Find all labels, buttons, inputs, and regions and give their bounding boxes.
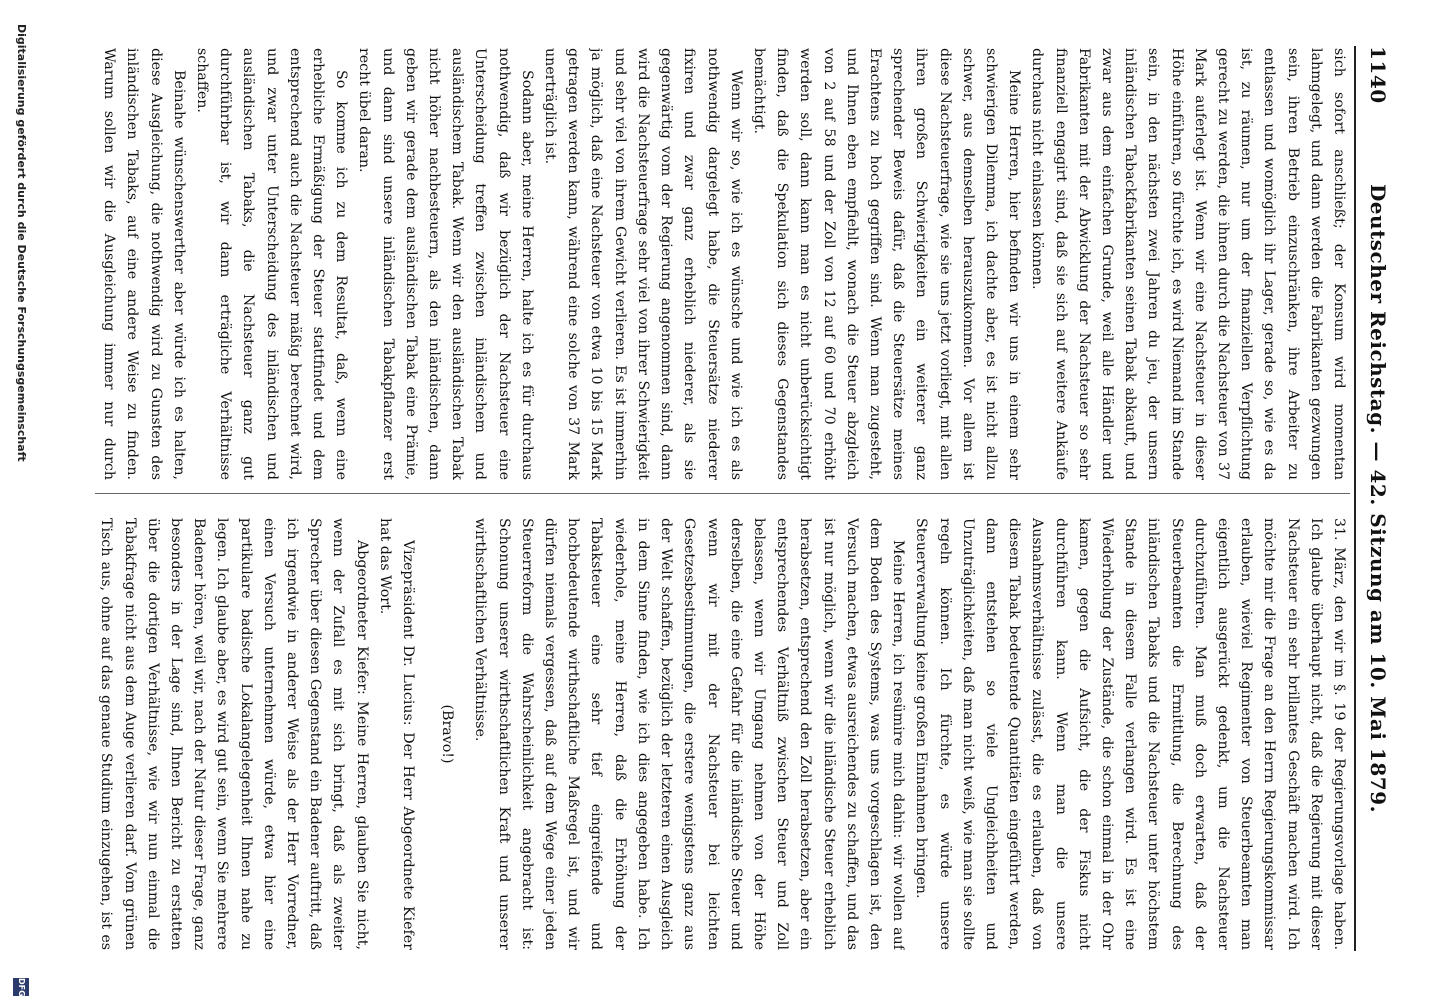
header-rule	[1354, 46, 1356, 951]
paragraph: Beinahe wünschenswerther aber würde ich es halten, diese Ausgleichung, die nothwendig wird zu Gunsten des inländischen Tabaks, auf eine andere Weise zu finden. Warum sollen wir die Ausgleichung immer nur durch	[101, 48, 187, 480]
paragraph: Meine Herren, hier befinden wir uns in einem sehr schwierigen Dilemma, ich dachte aber, es ist nicht allzu schwer, aus demselben herauszukommen. Vor allem ist diese Nachsteuerfrage, wie sie uns jetzt vorliegt, mit allen ihren großen Schwierigkeiten ein weiterer ganz sprechender Beweis dafür, daß die Steuersätze meines Erachtens zu hoch gegriffen sind. Wenn man zugesteht, und Ihnen eben empfiehlt, wonach die Steuer abzgleich von 2 auf 58 und der Zoll von 12 auf 60 und 70 erhöht werden soll, dann kann man es nicht unberücksichtigt finden, daß die Spekulation sich dieses Gegenstandes bemächtigt.	[750, 48, 1023, 480]
page-title: Deutscher Reichstag. — 42. Sitzung am 10. Mai 1879.	[1366, 183, 1390, 814]
paragraph: So komme ich zu dem Resultat, daß, wenn eine erhebliche Ermäßigung der Steuer stattfindet und dem entsprechend auch die Nachsteuer mäßig berechnet wird, und zwar unter Unterscheidung des inländischen und ausländischen Tabaks, die Nachsteuer ganz gut durchführbar ist, wir dann erträgliche Verhältnisse schaffen.	[194, 48, 350, 480]
right-column	[95, 518, 1350, 950]
dfg-logo: DFG	[13, 978, 29, 996]
digitization-credit: Digitalisierung gefördert durch die Deutsche Forschungsgemeinschaft	[15, 24, 28, 462]
paragraph: Wenn wir so, wie ich es wünsche und wie ich es als nothwendig dargelegt habe, die Steuersätze niederer fixiren und zwar ganz erheblich niederer, als sie gegenwärtig vom der Regierung angenommen sind, dann wird die Nachsteuerfrage sehr viel von ihrer Schwierigkeit und sehr viel von ihrem Gewicht verlieren. Es ist immerhin ja möglich, daß eine Nachsteuer von etwa 10 bis 15 Mark getragen werden kann, während eine solche von 37 Mark unerträglich ist.	[542, 48, 744, 480]
column-divider	[95, 493, 1350, 494]
page-header	[1358, 46, 1394, 951]
paragraph: Meine Herren, ich resümire mich dahin: wir wollen auf dem Boden des Systems, was uns vorgeschlagen ist, den Versuch machen, etwas ausreichendes zu schaffen, und das ist nur möglich, wenn wir die inländische Steuer erheblich herabsetzen, entsprechend den Zoll herabsetzen, aber ein entsprechendes Verhältniß zwischen Steuer und Zoll belassen, wenn wir Umgang nehmen von der Höhe derselben, die eine Gefahr für die inländische Steuer und wenn wir mit der Nachsteuer bei leichten Gesetzesbestimmungen, die erstere wenigstens ganz aus der Welt schaffen, bezüglich der letzteren einen Ausgleich in dem Sinne finden, wie ich dies angegeben habe. Ich wiederhole, meine Herren, daß die Erhöhung der Tabaksteuer eine sehr tief eingreifende und hochbedeutende wirthschaftliche Maßregel ist, und wir dürfen niemals vergessen, daß auf dem Wege einer jeden Steuerreform die Wahrscheinlichkeit angebracht ist: Schonung unserer wirthschaftlichen Kraft und unserer wirthschaftlichen Verhältnisse.	[472, 518, 907, 950]
paragraph: sich sofort anschließt; der Konsum wird momentan lahmgelegt, und dann werden die Fabrikanten gezwungen sein, ihren Betrieb einzuschränken, ihre Arbeiter zu entlassen und womöglich ihr Lager, gerade so, wie es da ist, zu räumen, nur um der finanziellen Verpflichtung gerecht zu werden, die ihnen durch die Nachsteuer von 37 Mark auferlegt ist. Wenn wir eine Nachsteuer in dieser Höhe einführen, so fürchte ich, es wird Niemand im Stande sein, in den nächsten zwei Jahren du jeu, der unsern inländischen Tabackfabrikanten seinen Tabak abkauft, und zwar aus dem einfachen Grunde, weil alle Händler und Fabrikanten mit der Abwicklung der Nachsteuer so sehr finanziell engagirt sind, daß sie sich auf weitere Ankäufe durchaus nicht einlassen können.	[1029, 48, 1347, 480]
paragraph: Sodann aber, meine Herren, halte ich es für durchaus nothwendig, daß wir bezüglich der Nachsteuer eine Unterscheidung treffen zwischen inländischem und ausländischem Tabak. Wenn wir den ausländischen Tabak nicht höher nachbesteuern, als den inländischen, dann geben wir gerade dem ausländischen Tabak eine Prämie, und dann sind unsere inländischen Tabakpflanzer erst recht übel daran.	[356, 48, 535, 480]
paragraph: Vizepräsident Dr. Lucius: Der Herr Abgeordnete Kiefer hat das Wort.	[376, 518, 417, 950]
paragraph: (Bravo!)	[439, 704, 456, 764]
page-number: 1140	[1366, 46, 1390, 104]
paragraph: 31. März, den wir im §. 19 der Regierungsvorlage haben. Ich glaube überhaupt nicht, daß die Regierung mit dieser Nachsteuer ein sehr brillantes Geschäft machen wird. Ich möchte mir die Frage an den Herrn Regierungskommissar erlauben, wieviel Regimenter von Steuerbeamten man eigentlich ausgerückt gedenkt, um die Nachsteuer durchzuführen. Man muß doch erwarten, daß der Steuerbeamten die Ermittlung, die Berechnung des inländischen Tabaks und die Nachsteuer unter höchstem Stande in diesem Falle verlangen wird. Es ist eine Wiederholung der Zustände, die schon einmal in der Ohr kamen, gegen die Aufsicht, die der Fiskus nicht durchführen kann. Wenn man die unsere Ausnahmsverhältnisse zulässt, die es erlauben, daß von diesem Tabak bedeutende Quantitäten eingeführt werden, dann entstehen so viele Ungleichheiten und Unzuträglichkeiten, daß man nicht weiß, wie man sie sollte regeln können. Ich fürchte, es würde unsere Steuerverwaltung keine großen Einnahmen bringen.	[913, 518, 1347, 950]
digitization-stamp	[8, 0, 32, 1000]
paragraph: Abgeordneter Kiefer: Meine Herren, glauben Sie nicht, wenn der Zufall es mit sich bringt, daß als zweiter Sprecher über diesen Gegenstand ein Badener auftritt, daß ich irgendwie in anderer Weise als der Herr Vorredner, einen Versuch unternehmen würde, etwa hier eine partikulare badische Lokalangelegenheit Ihnen nahe zu legen. Ich glaube aber, es wird gut sein, wenn Sie mehrere Badener hören, weil wir, nach der Natur dieser Frage, ganz besonders in der Lage sind, Ihnen Bericht zu erstatten über die dortigen Verhältnisse, wie wir nun einmal die Tabakfrage nicht aus dem Auge verlieren darf. Vom grünen Tisch aus, ohne auf das genaue Studium einzugehen, ist es	[98, 518, 370, 950]
left-column	[95, 48, 1350, 480]
